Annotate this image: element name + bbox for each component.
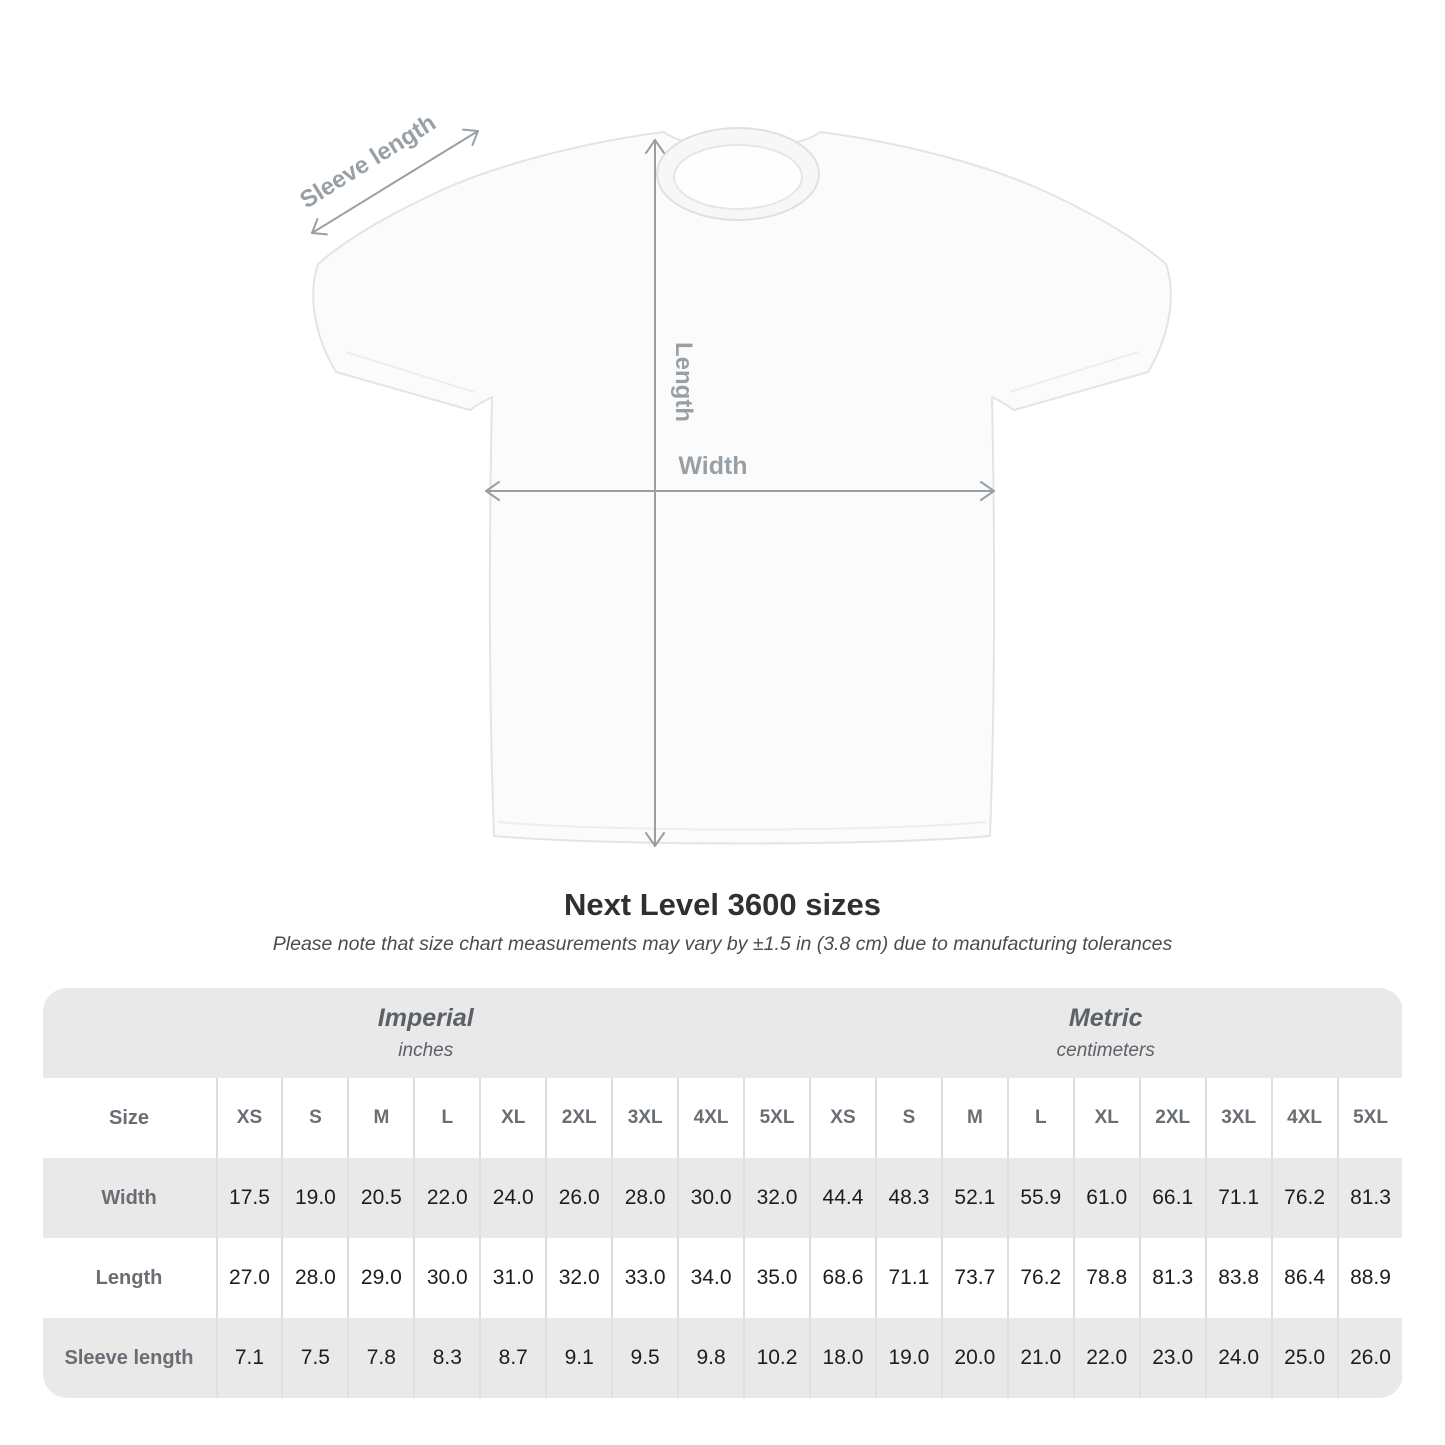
table-cell: 21.0 [1007, 1318, 1073, 1398]
table-cell: 7.8 [347, 1318, 413, 1398]
imperial-label: Imperial [377, 1004, 474, 1032]
table-cell: 24.0 [479, 1158, 545, 1238]
table-cell: 22.0 [1073, 1318, 1139, 1398]
size-col-header: L [413, 1078, 479, 1158]
size-col-header: 2XL [545, 1078, 611, 1158]
size-col-header: 3XL [611, 1078, 677, 1158]
table-cell: 78.8 [1073, 1238, 1139, 1318]
width-row-label: Width [43, 1158, 216, 1238]
metric-label: Metric [1068, 1004, 1143, 1032]
table-cell: 81.3 [1337, 1158, 1403, 1238]
size-col-header: 4XL [677, 1078, 743, 1158]
length-label: Length [670, 342, 697, 422]
table-cell: 73.7 [941, 1238, 1007, 1318]
table-cell: 29.0 [347, 1238, 413, 1318]
length-row-label: Length [95, 1266, 163, 1289]
size-col-header: 3XL [1205, 1078, 1271, 1158]
table-cell: 35.0 [743, 1238, 809, 1318]
table-cell: 76.2 [1271, 1158, 1337, 1238]
table-cell: 17.5 [216, 1158, 282, 1238]
unit-group-imperial [43, 988, 809, 1078]
table-cell: 26.0 [1337, 1318, 1403, 1398]
size-col-header: M [941, 1078, 1007, 1158]
size-col-header: XL [1073, 1078, 1139, 1158]
table-cell: 52.1 [941, 1158, 1007, 1238]
page-title: Next Level 3600 sizes [563, 887, 882, 922]
size-col-header: S [281, 1078, 347, 1158]
table-cell: 28.0 [611, 1158, 677, 1238]
table-cell: 24.0 [1205, 1318, 1271, 1398]
table-cell: 19.0 [281, 1158, 347, 1238]
collar-inner [674, 145, 802, 209]
table-cell: 86.4 [1271, 1238, 1337, 1318]
table-cell: 9.8 [677, 1318, 743, 1398]
table-cell: 8.3 [413, 1318, 479, 1398]
table-cell: 68.6 [809, 1238, 875, 1318]
table-cell: 71.1 [875, 1238, 941, 1318]
table-cell: 28.0 [281, 1238, 347, 1318]
table-cell: 88.9 [1337, 1238, 1403, 1318]
size-col-header: 5XL [1337, 1078, 1403, 1158]
table-cell: 30.0 [677, 1158, 743, 1238]
table-cell: 30.0 [413, 1238, 479, 1318]
size-col-header: M [347, 1078, 413, 1158]
table-cell: 22.0 [413, 1158, 479, 1238]
table-cell: 25.0 [1271, 1318, 1337, 1398]
size-col-header: 4XL [1271, 1078, 1337, 1158]
size-col-header: XS [809, 1078, 875, 1158]
table-cell: 7.1 [216, 1318, 282, 1398]
sleeve-length-row-label: Sleeve length [43, 1318, 216, 1398]
size-col-header: XS [216, 1078, 282, 1158]
size-col-header: XL [479, 1078, 545, 1158]
table-cell: 33.0 [611, 1238, 677, 1318]
table-cell: 71.1 [1205, 1158, 1271, 1238]
table-cell: 44.4 [809, 1158, 875, 1238]
table-cell: 61.0 [1073, 1158, 1139, 1238]
sleeve-length-label: Sleeve length [295, 109, 441, 215]
table-cell: 66.1 [1139, 1158, 1205, 1238]
size-col-header: 5XL [743, 1078, 809, 1158]
size-col-header: L [1007, 1078, 1073, 1158]
unit-group-metric [809, 988, 1403, 1078]
table-cell: 32.0 [743, 1158, 809, 1238]
width-label: Width [678, 452, 748, 480]
table-cell: 20.0 [941, 1318, 1007, 1398]
table-cell: 8.7 [479, 1318, 545, 1398]
table-cell: 32.0 [545, 1238, 611, 1318]
table-cell: 9.5 [611, 1318, 677, 1398]
table-cell: 83.8 [1205, 1238, 1271, 1318]
table-cell: 76.2 [1007, 1238, 1073, 1318]
table-cell: 48.3 [875, 1158, 941, 1238]
table-cell: 18.0 [809, 1318, 875, 1398]
table-cell: 26.0 [545, 1158, 611, 1238]
size-col-header: S [875, 1078, 941, 1158]
tshirt-graphic [313, 128, 1171, 844]
table-cell: 27.0 [216, 1238, 282, 1318]
imperial-sublabel: inches [398, 1040, 454, 1061]
size-col-header: 2XL [1139, 1078, 1205, 1158]
metric-sublabel: centimeters [1056, 1040, 1155, 1061]
table-cell: 9.1 [545, 1318, 611, 1398]
table-cell: 31.0 [479, 1238, 545, 1318]
size-row-label: Size [108, 1106, 150, 1129]
table-cell: 55.9 [1007, 1158, 1073, 1238]
table-cell: 81.3 [1139, 1238, 1205, 1318]
table-cell: 23.0 [1139, 1318, 1205, 1398]
table-cell: 34.0 [677, 1238, 743, 1318]
table-cell: 20.5 [347, 1158, 413, 1238]
table-cell: 10.2 [743, 1318, 809, 1398]
table-cell: 7.5 [281, 1318, 347, 1398]
size-chart-table [43, 988, 1403, 1398]
table-cell: 19.0 [875, 1318, 941, 1398]
tolerance-note: Please note that size chart measurements may vary by ±1.5 in (3.8 cm) due to manufacturing tolerances [272, 933, 1173, 955]
